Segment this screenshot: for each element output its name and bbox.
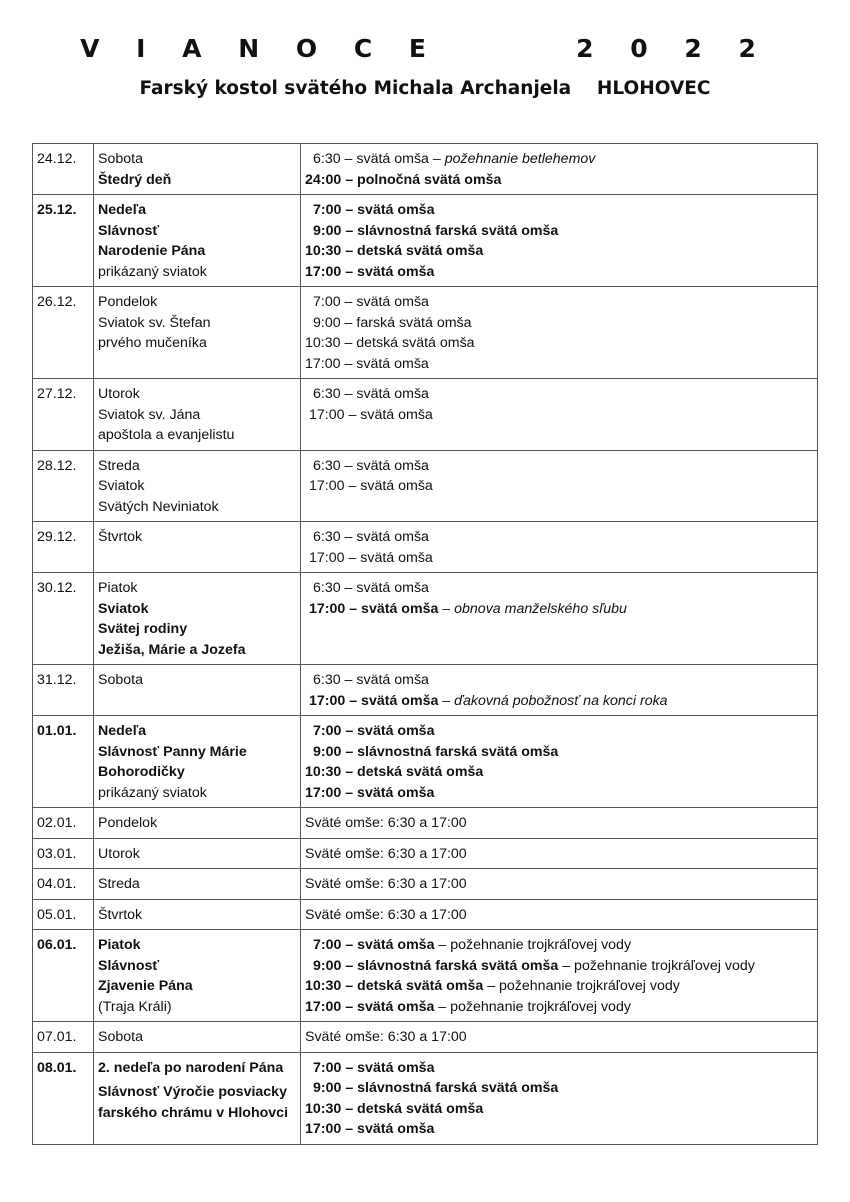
day-line: Streda	[98, 876, 140, 892]
date-cell	[33, 573, 94, 665]
mass-line: 7:00 – svätá omša	[313, 294, 429, 310]
mass-cell	[301, 930, 818, 1022]
mass-note: – požehnanie betlehemov	[428, 151, 596, 167]
day-line: farského chrámu v Hlohovci	[98, 1104, 289, 1121]
day-cell	[94, 522, 301, 573]
mass-line: 17:00 – svätá omša	[305, 1121, 435, 1137]
date-cell	[33, 144, 94, 195]
mass-line: 6:30 – svätá omša	[313, 386, 429, 402]
mass-line: 9:00 – slávnostná farská svätá omša	[313, 743, 559, 760]
mass-cell	[301, 838, 818, 869]
day-cell	[94, 665, 301, 716]
day-cell	[94, 869, 301, 900]
table-row	[33, 838, 818, 869]
mass-line: 9:00 – slávnostná farská svätá omša	[313, 222, 559, 239]
mass-cell	[301, 144, 818, 195]
mass-line: 17:00 – svätá omša	[305, 263, 435, 280]
mass-note: – požehnanie trojkráľovej vody	[434, 998, 631, 1015]
mass-note: – ďakovná pobožnosť na konci roka	[438, 692, 668, 709]
mass-line: 17:00 – svätá omša	[305, 784, 435, 801]
date: 29.12.	[37, 529, 77, 545]
date-cell	[33, 379, 94, 451]
day-cell	[94, 144, 301, 195]
table-row	[33, 144, 818, 195]
table-row	[33, 379, 818, 451]
table-row	[33, 899, 818, 930]
day-line: Slávnosť	[98, 222, 160, 239]
day-line: Slávnosť	[98, 957, 160, 974]
date: 28.12.	[37, 457, 77, 474]
day-line: Slávnosť Výročie posviacky	[98, 1084, 287, 1100]
day-line: Sobota	[98, 672, 143, 688]
date-cell	[33, 716, 94, 808]
mass-note: – požehnanie trojkráľovej vody	[558, 957, 755, 974]
table-row	[33, 450, 818, 522]
date-cell	[33, 1052, 94, 1144]
mass-cell	[301, 869, 818, 900]
day-line: Ježiša, Márie a Jozefa	[98, 641, 246, 658]
date: 02.01.	[37, 815, 77, 831]
day-line: Slávnosť Panny Márie	[98, 743, 247, 760]
day-line: apoštola a evanjelistu	[98, 427, 235, 443]
mass-line: 17:00 – svätá omša	[309, 549, 433, 566]
date-cell	[33, 195, 94, 287]
date: 24.12.	[37, 151, 77, 167]
day-line: prikázaný sviatok	[98, 263, 207, 280]
day-line: Narodenie Pána	[98, 243, 206, 259]
table-row	[33, 716, 818, 808]
mass-summary: Sväté omše: 6:30 a 17:00	[305, 815, 467, 831]
day-line: Nedeľa	[98, 723, 147, 739]
day-cell	[94, 930, 301, 1022]
mass-line: 6:30 – svätá omša	[313, 457, 429, 474]
day-line: prikázaný sviatok	[98, 784, 207, 801]
mass-line: 6:30 – svätá omša	[313, 580, 429, 596]
mass-cell	[301, 573, 818, 665]
mass-line	[305, 149, 813, 170]
mass-time: 10:30 – detská svätá omša	[305, 978, 484, 994]
page-title: V I A N O C E 2 0 2 2	[80, 34, 770, 63]
mass-note: – požehnanie trojkráľovej vody	[483, 978, 680, 994]
day-line: Svätej rodiny	[98, 621, 188, 637]
table-row	[33, 665, 818, 716]
day-cell	[94, 195, 301, 287]
mass-line	[305, 976, 813, 997]
table-row	[33, 287, 818, 379]
mass-cell	[301, 522, 818, 573]
date: 31.12.	[37, 672, 77, 688]
date: 04.01.	[37, 876, 77, 892]
date-cell	[33, 869, 94, 900]
mass-cell	[301, 1052, 818, 1144]
mass-time: 6:30 – svätá omša	[313, 151, 429, 167]
day-line: Nedeľa	[98, 202, 147, 218]
mass-summary: Sväté omše: 6:30 a 17:00	[305, 906, 467, 923]
mass-cell	[301, 808, 818, 839]
day-line: Sviatok sv. Štefan	[98, 314, 211, 331]
mass-line: 24:00 – polnočná svätá omša	[305, 171, 502, 188]
day-cell	[94, 573, 301, 665]
mass-cell	[301, 1022, 818, 1053]
date-cell	[33, 287, 94, 379]
day-cell	[94, 1052, 301, 1144]
date: 03.01.	[37, 845, 77, 862]
table-row	[33, 195, 818, 287]
mass-time: 17:00 – svätá omša	[309, 692, 439, 709]
day-cell	[94, 808, 301, 839]
mass-cell	[301, 379, 818, 451]
date-cell	[33, 808, 94, 839]
date-cell	[33, 665, 94, 716]
mass-line: 7:00 – svätá omša	[313, 723, 435, 739]
mass-line: 7:00 – svätá omša	[313, 1059, 435, 1076]
schedule-table	[32, 143, 818, 1145]
day-line: Štvrtok	[98, 529, 143, 545]
mass-note: – obnova manželského sľubu	[438, 600, 627, 617]
mass-cell	[301, 899, 818, 930]
table-row	[33, 808, 818, 839]
date: 08.01.	[37, 1059, 77, 1076]
mass-line	[305, 599, 813, 620]
mass-cell	[301, 716, 818, 808]
mass-line	[305, 691, 813, 712]
mass-line: 10:30 – detská svätá omša	[305, 335, 475, 351]
mass-line: 7:00 – svätá omša	[313, 202, 435, 218]
table-row	[33, 869, 818, 900]
date: 06.01.	[37, 937, 77, 953]
mass-line	[305, 935, 813, 956]
date: 26.12.	[37, 294, 77, 310]
date-cell	[33, 450, 94, 522]
day-line: Sobota	[98, 151, 143, 167]
mass-time: 7:00 – svätá omša	[313, 937, 435, 953]
mass-cell	[301, 665, 818, 716]
day-line: Sviatok	[98, 600, 149, 617]
day-line: 2. nedeľa po narodení Pána	[98, 1059, 284, 1076]
mass-summary: Sväté omše: 6:30 a 17:00	[305, 845, 467, 862]
date-cell	[33, 522, 94, 573]
day-line: Piatok	[98, 580, 138, 596]
mass-line: 6:30 – svätá omša	[313, 529, 429, 545]
date-cell	[33, 838, 94, 869]
table-row	[33, 573, 818, 665]
date: 30.12.	[37, 580, 77, 596]
mass-line: 6:30 – svätá omša	[313, 672, 429, 688]
page-subtitle: Farský kostol svätého Michala Archanjela HLOHOVEC	[139, 78, 711, 99]
mass-line: 17:00 – svätá omša	[309, 406, 433, 423]
day-line: Utorok	[98, 845, 140, 862]
mass-cell	[301, 287, 818, 379]
day-cell	[94, 716, 301, 808]
mass-time: 17:00 – svätá omša	[305, 998, 435, 1015]
mass-line	[305, 997, 813, 1018]
mass-summary: Sväté omše: 6:30 a 17:00	[305, 876, 467, 892]
mass-line: 9:00 – farská svätá omša	[313, 314, 472, 331]
table-row	[33, 522, 818, 573]
date: 07.01.	[37, 1029, 77, 1045]
date-cell	[33, 930, 94, 1022]
day-line: Sobota	[98, 1029, 143, 1045]
mass-note: – požehnanie trojkráľovej vody	[434, 937, 632, 953]
mass-line: 17:00 – svätá omša	[305, 355, 429, 372]
day-cell	[94, 838, 301, 869]
day-cell	[94, 379, 301, 451]
mass-line: 10:30 – detská svätá omša	[305, 1100, 484, 1117]
day-line: Bohorodičky	[98, 764, 185, 780]
day-line: (Traja Králi)	[98, 998, 172, 1015]
day-line: Pondelok	[98, 294, 158, 310]
date: 25.12.	[37, 202, 77, 218]
day-cell	[94, 287, 301, 379]
day-line: prvého mučeníka	[98, 335, 207, 351]
day-cell	[94, 450, 301, 522]
table-row	[33, 930, 818, 1022]
mass-summary: Sväté omše: 6:30 a 17:00	[305, 1029, 467, 1045]
mass-cell	[301, 450, 818, 522]
mass-line: 9:00 – slávnostná farská svätá omša	[313, 1080, 559, 1096]
date-cell	[33, 1022, 94, 1053]
mass-cell	[301, 195, 818, 287]
day-cell	[94, 1022, 301, 1053]
day-line: Sviatok	[98, 478, 145, 494]
table-row	[33, 1052, 818, 1144]
day-line: Utorok	[98, 386, 140, 402]
day-cell	[94, 899, 301, 930]
day-line: Zjavenie Pána	[98, 978, 193, 994]
day-line: Piatok	[98, 937, 141, 953]
mass-line: 10:30 – detská svätá omša	[305, 764, 484, 780]
mass-line: 17:00 – svätá omša	[309, 478, 433, 494]
mass-time: 9:00 – slávnostná farská svätá omša	[313, 957, 559, 974]
mass-line	[305, 956, 813, 977]
day-line: Pondelok	[98, 815, 158, 831]
day-line: Streda	[98, 457, 140, 474]
date: 01.01.	[37, 723, 77, 739]
date: 27.12.	[37, 386, 77, 402]
day-line: Sviatok sv. Jána	[98, 406, 201, 423]
mass-line: 10:30 – detská svätá omša	[305, 243, 484, 259]
table-row	[33, 1022, 818, 1053]
mass-time: 17:00 – svätá omša	[309, 600, 439, 617]
day-line: Štedrý deň	[98, 171, 172, 188]
day-line: Štvrtok	[98, 906, 143, 923]
date-cell	[33, 899, 94, 930]
date: 05.01.	[37, 906, 77, 923]
day-line: Svätých Neviniatok	[98, 498, 219, 515]
